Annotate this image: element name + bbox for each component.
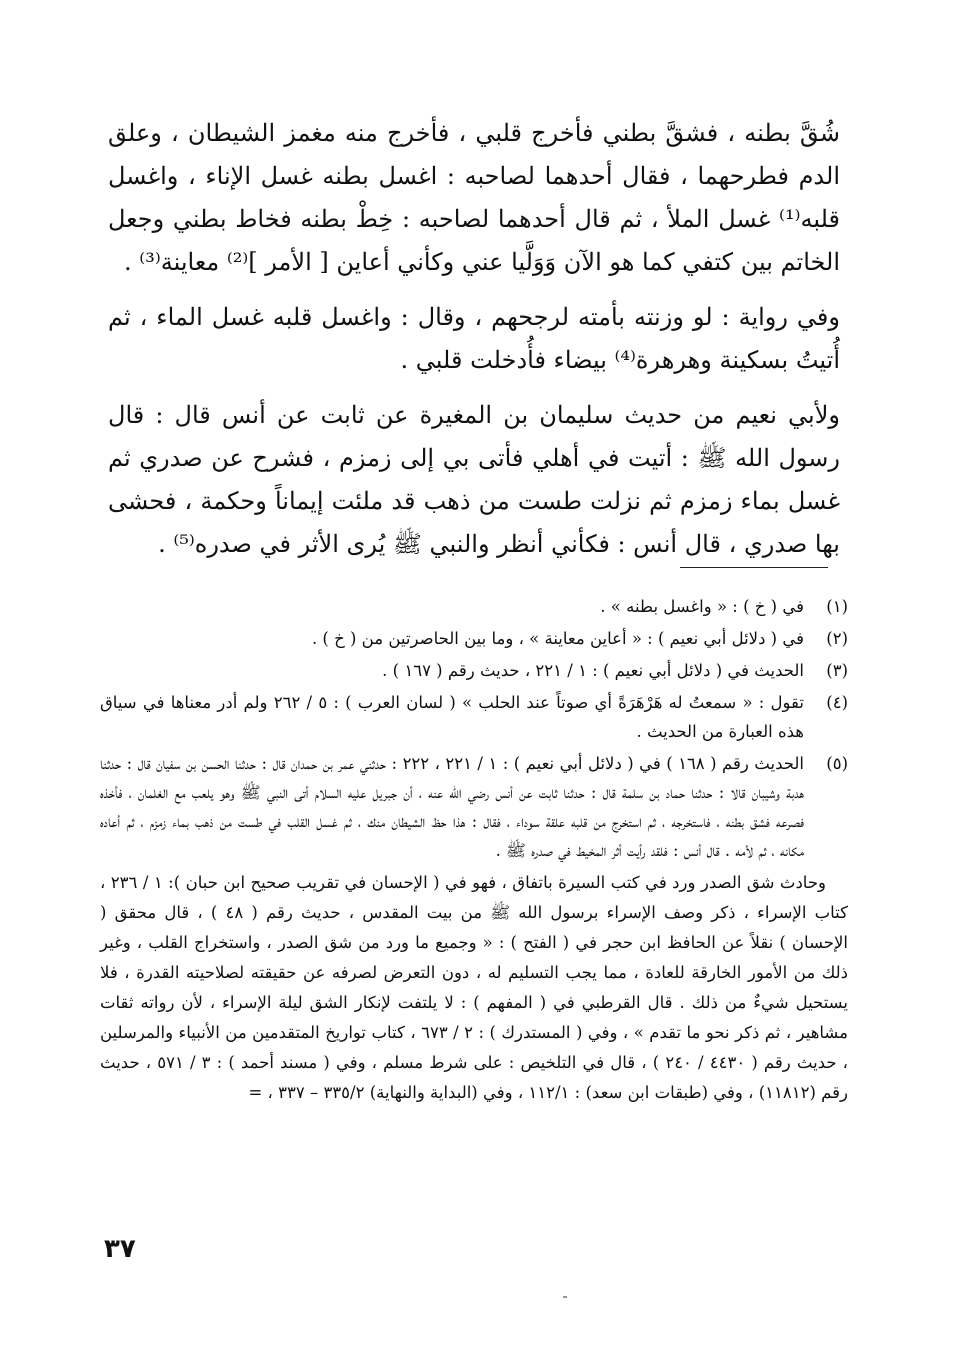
main-paragraph: شُقَّ بطنه ، فشقَّ بطني فأخرج قلبي ، فأخرج منه مغمز الشيطان ، وعلق الدم فطرحهما ، فقال أحدهما لصاحبه : اغسل بطنه غسل الإناء ، واغسل قلبه⁽¹⁾ غسل الملأ ، ثم قال أحدهما لصاحبه : خِطْ بطنه فخاط بطني وجعل الخاتم بين كتفي كما هو الآن وَوَلَّيا عني وكأني أعاين [ الأمر ]⁽²⁾ معاينة⁽³⁾ . (108, 119, 841, 276)
footnote-text: الحديث رقم ( ١٦٨ ) في ( دلائل أبي نعيم ) : ١ / ٢٢١ ، ٢٢٢ : حدثني عمر بن حمدان قال : حدثنا الحسن بن سفيان قال : حدثنا هدبة وشيبان قالا : حدثنا حماد بن سلمة قال : حدثنا ثابت عن أنس رضي الله عنه ، أن جبريل عليه السلام أتى النبي ﷺ وهو يلعب مع الغلمان ، فأخذه فصرعه فشق بطنه ، فاستخرجه ، ثم استخرج من قلبه علقة سوداء ، فقال : هذا حظ الشيطان منك ، ثم غسل القلب في طست من ذهب بماء زمزم ، ثم أعاده مكانه ، ثم لأمه . قال أنس : فلقد رأيت أثر المخيط في صدره ﷺ . (100, 754, 804, 860)
footnotes-section (100, 592, 848, 1108)
footnote-number: (٥) (826, 754, 848, 773)
footnote-text: في ( خ ) : « واغسل بطنه » . (600, 597, 804, 616)
footnote-separator (680, 567, 828, 568)
footnote-text: تقول : « سمعتُ له هَرْهَرَةً أي صوتاً عند الحلب » ( لسان العرب ) : ٥ / ٢٦٢ ولم أدر معناها في سياق هذه العبارة من الحديث . (100, 693, 804, 741)
main-text-body (108, 112, 840, 578)
page-number: ٣٧ (104, 1234, 136, 1264)
footnote (100, 656, 848, 685)
footnote-number: (٤) (826, 693, 848, 712)
footnote (100, 749, 848, 865)
footnote-text: الحديث في ( دلائل أبي نعيم ) : ١ / ٢٢١ ، حديث رقم ( ١٦٧ ) . (382, 661, 804, 680)
footnote (100, 688, 848, 746)
footnote-number: (٣) (826, 661, 848, 680)
footnote (100, 592, 848, 621)
footnote (100, 624, 848, 653)
main-paragraph: وفي رواية : لو وزنته بأمته لرجحهم ، وقال : واغسل قلبه غسل الماء ، ثم أُتيتُ بسكينة وهرهرة⁽⁴⁾ بيضاء فأُدخلت قلبي . (108, 303, 840, 374)
main-paragraph: ولأبي نعيم من حديث سليمان بن المغيرة عن ثابت عن أنس قال : قال رسول الله ﷺ : أتيت في أهلي فأتى بي إلى زمزم ، فشرح عن صدري ثم غسل بماء زمزم ثم نزلت طست من ذهب قد ملئت إيماناً وحكمة ، فحشى بها صدري ، قال أنس : فكأني أنظر والنبي ﷺ يُرى الأثر في صدره⁽⁵⁾ . (108, 401, 840, 558)
footnote-continuation: وحادث شق الصدر ورد في كتب السيرة باتفاق ، فهو في ( الإحسان في تقريب صحيح ابن حبان ): ١ / ٢٣٦ ، كتاب الإسراء ، ذكر وصف الإسراء برسول الله ﷺ من بيت المقدس ، حديث رقم ( ٤٨ ) ، قال محقق ( الإحسان ) نقلاً عن الحافظ ابن حجر في ( الفتح ) : « وجميع ما ورد من شق الصدر ، واستخراج القلب ، وغير ذلك من الأمور الخارقة للعادة ، مما يجب التسليم له ، دون التعرض لصرفه عن حقيقته لصلاحيته القدرة ، فلا يستحيل شيءٌ من ذلك . قال القرطبي في ( المفهم ) : لا يلتفت لإنكار الشق ليلة الإسراء ، لأن رواته ثقات مشاهير ، ثم ذكر نحو ما تقدم » ، وفي ( المستدرك ) : ٢ / ٦٧٣ ، كتاب تواريخ المتقدمين من الأنبياء والمرسلين ، حديث رقم ( ٤٤٣٠ / ٢٤٠ ) ، قال في التلخيص : على شرط مسلم ، وفي ( مسند أحمد ) : ٣ / ٥٧١ ، حديث رقم (١١٨١٢) ، وفي (طبقات ابن سعد) : ١١٢/١ ، وفي (البداية والنهاية) ٣٣٥/٢ – ٣٣٧ ، = (100, 873, 848, 1102)
scan-speck (563, 1296, 567, 1298)
footnote-number: (٢) (826, 629, 848, 648)
footnote-text: في ( دلائل أبي نعيم ) : « أعاين معاينة » ، وما بين الحاصرتين من ( خ ) . (311, 629, 804, 648)
footnote-number: (١) (826, 597, 848, 616)
